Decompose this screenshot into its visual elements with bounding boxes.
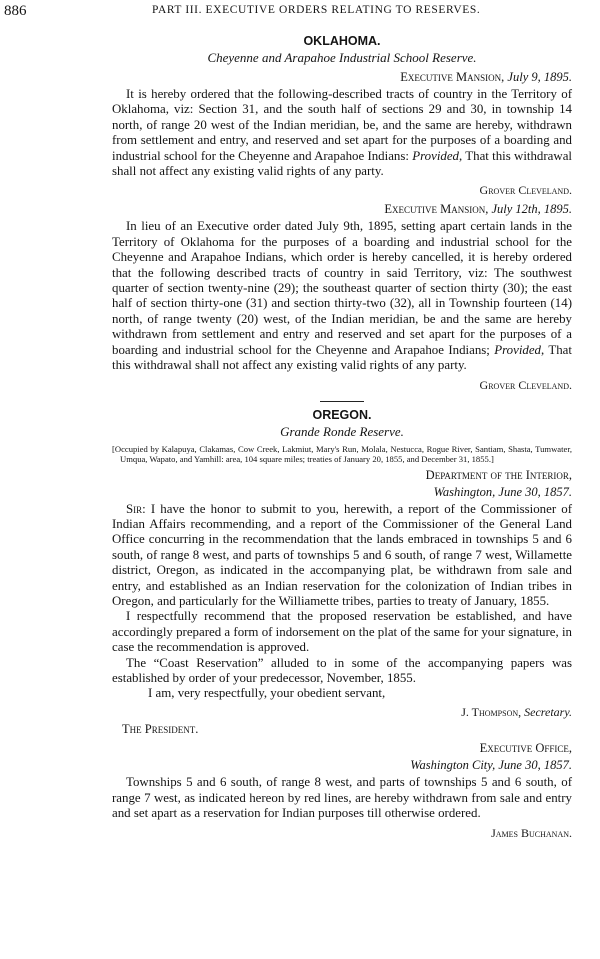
letter-dateline-line-2: Washington, June 30, 1857. [433, 484, 572, 499]
dateline-prefix: Executive Mansion, [400, 70, 505, 84]
reserve-title-grande-ronde: Grande Ronde Reserve. [280, 423, 404, 439]
occupancy-note: [Occupied by Kalapuya, Clakamas, Cow Creek, Lakmiut, Mary's Run, Molala, Nestucca, Rogue River, Santiam, Shasta, Tumwater, Umqua, Wapato, and Yamhill: area, 104 square miles; treaties of January 20, 1855, and December 31, 1855.] [112, 443, 572, 464]
letter-closing: I am, very respectfully, your obedient servant, [148, 686, 386, 701]
order-2-body: In lieu of an Executive order dated July 9th, 1895, setting apart certain lands in the Territory of Oklahoma for the purposes of a boarding and industrial school for the Cheyenne and Arapahoe Indians, which order is hereby cancelled, it is hereby ordered that the following described tracts of country in said Territory, viz: The southwest quarter of section twenty-nine (29); the southeast quarter of section thirty (30); the east half of section thirty-one (31) and section thirty-two (32), all in Township fourteen (14) north, of range twenty (20) west, of the Indian meridian, be and the same are hereby withdrawn from settlement and entry and reserved and set apart for the purposes of a boarding and industrial school for the Cheyenne and Arapahoe Indians; [112, 219, 572, 357]
state-heading-oklahoma: OKLAHOMA. [303, 34, 381, 48]
order-1-proviso-text: , That this withdrawal shall not affect any existing valid rights of any party. [112, 148, 572, 179]
addressee: The President. [122, 722, 199, 737]
letter-paragraph-1 [112, 502, 572, 610]
signature-thompson [112, 705, 572, 720]
order-2-proviso-word: Provided [494, 342, 542, 357]
dateline-order-2 [112, 202, 572, 217]
order-1-body: It is hereby ordered that the following-described tracts of country in the Territory of Oklahoma, viz: Section 31, and the south half of sections 29 and 30, in township 14 north, of range 20 west of the Indian meridian, be, and the same are hereby, withdrawn from settlement and entry, and reserved and set apart for the purposes of a boarding and industrial school for the Cheyenne and Arapahoe Indians: [112, 87, 572, 163]
page-content [112, 34, 572, 843]
dateline-prefix: Executive Mansion, [384, 202, 489, 217]
order-dateline-line-2: Washington City, June 30, 1857. [410, 758, 572, 773]
signature-title: Secretary. [524, 705, 572, 720]
signature-name: J. Thompson, [461, 705, 522, 720]
page-header [4, 3, 594, 19]
buchanan-order-text: Townships 5 and 6 south, of range 8 west, and parts of townships 5 and 6 south, of range 7 west, as indicated hereon by red lines, are hereby withdrawn from sale and entry and set apart as a reservation for Indian purposes till otherwise ordered. [112, 775, 572, 821]
section-divider [320, 401, 364, 402]
signature-cleveland-1: Grover Cleveland. [479, 183, 572, 198]
running-head: PART III. EXECUTIVE ORDERS RELATING TO RESERVES. [152, 4, 481, 16]
order-dateline-line-1: Executive Office, [479, 741, 572, 756]
order-1-proviso-word: Provided [412, 148, 460, 163]
order-2-text [112, 219, 572, 373]
salutation: Sir [126, 501, 143, 516]
signature-cleveland-2: Grover Cleveland. [479, 377, 572, 392]
signature-buchanan: James Buchanan. [491, 825, 572, 840]
letter-paragraph-3: The “Coast Reservation” alluded to in some of the accompanying papers was established by order of your predecessor, November, 1855. [112, 655, 572, 685]
state-heading-oregon: OREGON. [312, 407, 372, 422]
dateline-order-1 [112, 70, 572, 85]
dateline-date: July 12th, 1895. [491, 202, 572, 217]
page-number: 886 [4, 3, 27, 19]
order-2-proviso-text: , That this withdrawal shall not affect any existing valid rights of any party. [112, 342, 572, 373]
order-1-text [112, 87, 572, 179]
dateline-date: July 9, 1895. [507, 70, 572, 84]
letter-dateline-line-1: Department of the Interior, [425, 467, 572, 482]
reserve-title-cheyenne-arapahoe: Cheyenne and Arapahoe Industrial School Reserve. [207, 50, 477, 65]
letter-paragraph-1-text: : I have the honor to submit to you, herewith, a report of the Commissioner of Indian Affairs recommending, and a report of the Commissioner of the General Land Office concurring in the recommendation that the lands embraced in townships 5 and 6 south, of range 8 west, and parts of townships 5 and 6 south, of range 7 west, Willamette district, Oregon, as indicated in the accompanying plat, be withdrawn from sale and entry, and established as an Indian reservation for the colonization of Indian tribes in Oregon, and particularly for the Williamette tribes, parties to treaty of January, 1855. [112, 501, 572, 608]
letter-paragraph-2: I respectfully recommend that the proposed reservation be established, and have accordingly prepared a form of indorsement on the plat of the same for your signature, in case the recommendation is approved. [112, 609, 572, 655]
